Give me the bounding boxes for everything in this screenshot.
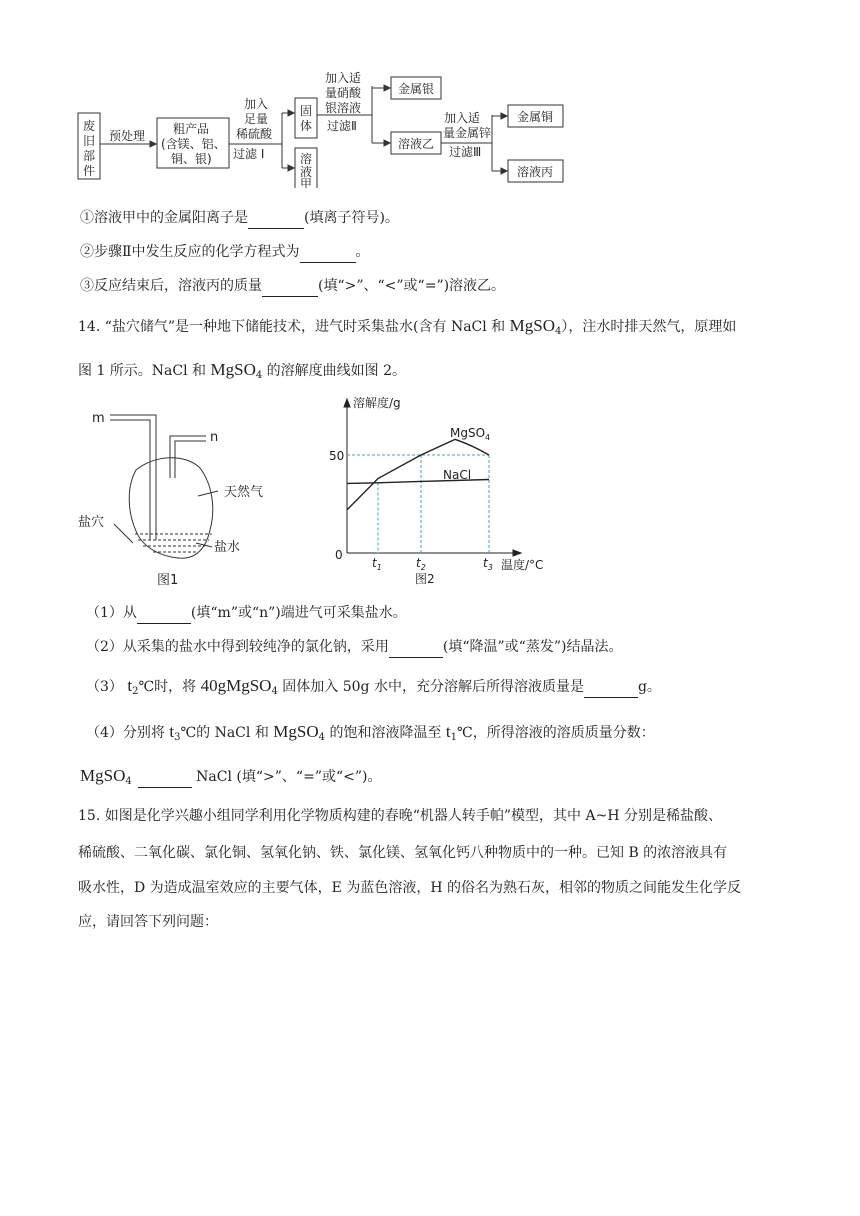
q14-stem-1-b: ），注水时排天然气，原理如: [561, 319, 737, 335]
series-label-mgso4-sub: 4: [485, 433, 491, 442]
x-axis-arrow: [513, 550, 521, 556]
pretreat-label: 预处理: [109, 129, 146, 143]
sol-a-label-3: 甲: [300, 177, 313, 188]
step1-label-3: 稀硫酸: [236, 127, 273, 141]
step3-label-3: 过滤Ⅲ: [449, 145, 482, 159]
figure-1-caption: 图1: [157, 573, 179, 588]
cave-outline: [129, 458, 213, 558]
temp-t: t: [445, 722, 451, 741]
y-tick-50: 50: [329, 449, 345, 463]
x-tick-t2-main: t: [416, 556, 421, 570]
q14-sub-4-a: ℃的 NaCl 和: [180, 725, 274, 741]
figure-2-caption: 图2: [415, 572, 435, 586]
answer-blank[interactable]: [389, 637, 443, 658]
q14-sub-4: [86, 722, 655, 748]
q14-sub-1-tail: (填“m”或“n”)端进气可采集盐水。: [190, 605, 407, 621]
x-tick-t1-sub: 1: [376, 563, 382, 572]
series-label-nacl: NaCl: [443, 468, 472, 482]
gas-leader: [198, 491, 218, 496]
answer-blank[interactable]: [262, 276, 318, 297]
origin-label: 0: [335, 548, 343, 562]
q14-stem-1: [78, 316, 736, 342]
step1-label-1: 加入: [244, 97, 269, 111]
step3-label-1: 加入适: [444, 111, 481, 125]
q13-item-2-tail: 。: [355, 244, 370, 260]
mgso4-sub: 4: [318, 732, 326, 743]
crude-label-3: 铜、银): [171, 152, 212, 166]
label-n: n: [210, 430, 219, 445]
solid-label-2: 体: [300, 119, 313, 133]
temp-t: t: [127, 676, 133, 695]
x-tick-t1: [372, 556, 382, 572]
temp-t-sub: 3: [174, 732, 181, 743]
x-tick-t3-sub: 3: [487, 563, 493, 572]
answer-blank[interactable]: [137, 603, 191, 624]
q14-sub-4-text: （4）分别将: [86, 725, 170, 741]
mgso4-formula: MgSO: [509, 316, 555, 335]
series-label-mgso4: [450, 426, 490, 442]
q13-item-1-text: ①溶液甲中的金属阳离子是: [80, 210, 248, 226]
x-tick-t2: [416, 556, 426, 572]
label-cave: 盐穴: [78, 515, 105, 530]
silver-label: 金属银: [398, 82, 435, 96]
mgso4-formula: MgSO: [80, 766, 126, 785]
q14-sub-2-text: （2）从采集的盐水中得到较纯净的氯化钠，采用: [86, 639, 389, 655]
x-axis-label: 温度/°C: [501, 558, 544, 572]
q14-stem-2-b: 的溶解度曲线如图 2。: [262, 363, 407, 379]
mgso4-formula: MgSO: [273, 722, 319, 741]
mgso4-sub: 4: [125, 776, 132, 787]
mgso4-sub: 4: [555, 326, 562, 337]
sol-b-label: 溶液乙: [398, 137, 435, 151]
q13-item-3-text: ③反应结束后，溶液丙的质量: [80, 278, 262, 294]
q14-sub-2-tail: (填“降温”或“蒸发”)结晶法。: [442, 639, 623, 655]
sol-a-label-2: 液: [300, 165, 313, 179]
q15-line-2: 稀硫酸、二氧化碳、氯化铜、氢氧化钠、铁、氯化镁、氢氧化钙八种物质中的一种。已知 B 的浓溶液具有: [78, 845, 728, 861]
step1-label-2: 足量: [244, 112, 269, 126]
pipe-n: [170, 436, 206, 478]
cave-leader: [114, 524, 133, 543]
q13-item-2-text: ②步骤Ⅱ中发生反应的化学方程式为: [80, 244, 300, 260]
crude-label-1: 粗产品: [173, 122, 210, 136]
q14-sub-1-text: （1）从: [86, 605, 137, 621]
label-brine: 盐水: [214, 540, 241, 555]
mgso4-formula: MgSO: [210, 360, 256, 379]
q14-sub-3-rest: 固体加入 50g 水中，充分溶解后所得溶液质量是: [277, 679, 584, 695]
q14-sub-2: [86, 637, 622, 658]
temp-t: t: [169, 722, 175, 741]
answer-blank[interactable]: [248, 208, 304, 229]
x-tick-t3-main: t: [483, 556, 488, 570]
step2-label-3: 银溶液: [325, 101, 362, 115]
flow-diagram: [76, 68, 576, 188]
solubility-chart: [325, 393, 565, 588]
waste-label-4: 件: [83, 164, 96, 178]
x-tick-t1-main: t: [372, 556, 377, 570]
q14-sub-4-answer-tail: NaCl (填“>”、“=”或“<”)。: [191, 769, 382, 785]
q15-line-1: 15. 如图是化学兴趣小组同学利用化学物质构建的春晚“机器人转手帕”模型，其中 A~H 分别是稀盐酸、: [78, 808, 722, 824]
answer-blank[interactable]: [300, 242, 356, 263]
answer-blank[interactable]: [138, 767, 192, 788]
solid-label-1: 固: [300, 104, 313, 118]
step3-label-2: 量金属锌: [443, 126, 492, 140]
temp-t-sub: 2: [132, 686, 139, 697]
q13-item-1: [80, 208, 399, 229]
waste-label-3: 部: [83, 149, 96, 163]
waste-label-2: 旧: [83, 134, 96, 148]
label-gas: 天然气: [224, 485, 264, 500]
q14-stem-2: [78, 360, 406, 386]
crude-label-2: (含镁、铝、: [161, 137, 226, 151]
q14-sub-3-mid: ℃时，将: [138, 679, 201, 695]
sol-c-label: 溶液丙: [517, 165, 554, 179]
q14-stem-1-a: 14. “盐穴储气”是一种地下储能技术，进气时采集盐水(含有 NaCl 和: [78, 319, 510, 335]
q15-line-4: 应，请回答下列问题：: [78, 914, 218, 930]
q14-sub-3-text: （3）: [86, 679, 128, 695]
q13-item-2: [80, 242, 370, 263]
q14-sub-1: [86, 603, 407, 624]
q14-sub-3: [86, 676, 661, 702]
label-m: m: [92, 411, 105, 426]
figure-1-salt-cave: [78, 398, 278, 590]
sol-a-label-1: 溶: [300, 152, 313, 166]
temp-t-sub: 1: [450, 732, 458, 743]
step2-label-2: 量硝酸: [325, 86, 362, 100]
mass-formula-sub: 4: [271, 686, 278, 697]
q13-item-3: [80, 276, 505, 297]
q15-line-3: 吸水性，D 为造成温室效应的主要气体，E 为蓝色溶液，H 的俗名为熟石灰，相邻的物质之间能发生化学反: [78, 880, 742, 896]
y-axis-arrow: [344, 399, 350, 407]
x-tick-t3: [483, 556, 493, 572]
step1-label-4: 过滤 I: [233, 147, 265, 161]
q14-sub-4-answer: [80, 766, 381, 792]
mgso4-sub: 4: [255, 370, 263, 381]
q14-sub-4-b: 的饱和溶液降温至: [325, 725, 446, 741]
answer-blank[interactable]: [584, 677, 638, 698]
q13-item-3-tail: (填“>”、“<”或“=”)溶液乙。: [318, 278, 506, 294]
step2-label-4: 过滤Ⅱ: [327, 119, 357, 133]
y-axis-label: 溶解度/g: [353, 396, 401, 410]
q14-sub-4-c: ℃，所得溶液的溶质质量分数：: [457, 725, 655, 741]
waste-label-1: 废: [83, 119, 96, 133]
mass-formula: 40gMgSO: [200, 676, 272, 695]
plot-area: [347, 439, 489, 553]
x-tick-t2-sub: 2: [420, 563, 426, 572]
q13-item-1-tail: (填离子符号)。: [304, 210, 399, 226]
copper-label: 金属铜: [517, 110, 554, 124]
q14-sub-3-tail: g。: [637, 679, 661, 695]
series-label-mgso4-main: MgSO: [450, 426, 486, 440]
q14-stem-2-a: 图 1 所示。NaCl 和: [78, 363, 211, 379]
step2-label-1: 加入适: [325, 71, 362, 85]
